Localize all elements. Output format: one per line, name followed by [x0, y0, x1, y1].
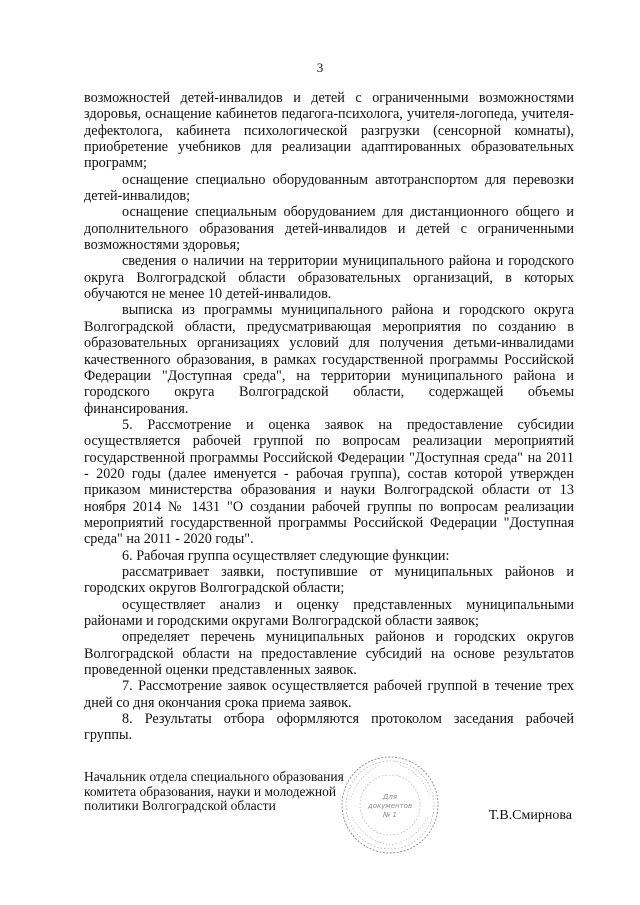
paragraph: рассматривает заявки, поступившие от муниципальных районов и городских округов Волгоградской области; [84, 563, 574, 597]
paragraph: 7. Рассмотрение заявок осуществляется рабочей группой в течение трех дней со дня окончания срока приема заявок. [84, 678, 574, 711]
paragraph: выписка из программы муниципального района и городского округа Волгоградской области, предусматривающая мероприятия по созданию в образовательных организациях условий для получения детьми-инвалидами качественного образования, в рамках государственной программы Российской Федерации "Доступная среда", на территории муниципального района и городского округа Волгоградской области, содержащей объемы финансирования. [84, 302, 574, 417]
paragraph: 6. Рабочая группа осуществляет следующие функции: [122, 547, 450, 564]
paragraph: оснащение специально оборудованным автотранспортом для перевозки детей-инвалидов; [84, 171, 574, 205]
stamp-line-3: № 1 [383, 811, 397, 819]
paragraph: сведения о наличии на территории муниципального района и городского округа Волгоградской области образовательных организаций, в которых обучаются не менее 10 детей-инвалидов. [84, 253, 574, 303]
paragraph: оснащение специальным оборудованием для дистанционного общего и дополнительного образования детей-инвалидов и детей с ограниченными возможностями здоровья; [84, 204, 574, 254]
stamp-line-1: Для [382, 793, 398, 801]
seal-stamp [340, 755, 440, 855]
page-number: 3 [316, 60, 324, 75]
stamp-line-2: документов [367, 802, 413, 810]
paragraph: 5. Рассмотрение и оценка заявок на предоставление субсидии осуществляется рабочей группой по вопросам реализации мероприятий государственной программы Российской Федерации "Доступная среда" на 2011 - 2020 годы (далее именуется - рабочая группа), состав которой утвержден приказом министерства образования и науки Волгоградской области от 13 ноября 2014 № 1431 "О создании рабочей группы по вопросам реализации мероприятий государственной программы Российской Федерации "Доступная среда" на 2011 - 2020 годы". [84, 416, 574, 548]
paragraph: 8. Результаты отбора оформляются протоколом заседания рабочей группы. [84, 711, 574, 744]
paragraph: определяет перечень муниципальных районов и городских округов Волгоградской области на предоставление субсидий на основе результатов проведенной оценки представленных заявок. [84, 629, 574, 679]
paragraph: осуществляет анализ и оценку представленных муниципальными районами и городскими округами Волгоградской области заявок; [84, 596, 574, 629]
document-body [84, 90, 574, 744]
signatory-title: Начальник отдела специального образования комитета образования, науки и молодежной политики Волгоградской области [84, 769, 344, 813]
signatory-name: Т.В.Смирнова [488, 808, 572, 823]
paragraph: возможностей детей-инвалидов и детей с ограниченными возможностями здоровья, оснащение кабинетов педагога-психолога, учителя-логопеда, учителя-дефектолога, кабинета психологической разгрузки (сенсорной комнаты), приобретение учебников для реализации адаптированных образовательных программ; [84, 90, 574, 172]
signature-block [84, 770, 574, 840]
